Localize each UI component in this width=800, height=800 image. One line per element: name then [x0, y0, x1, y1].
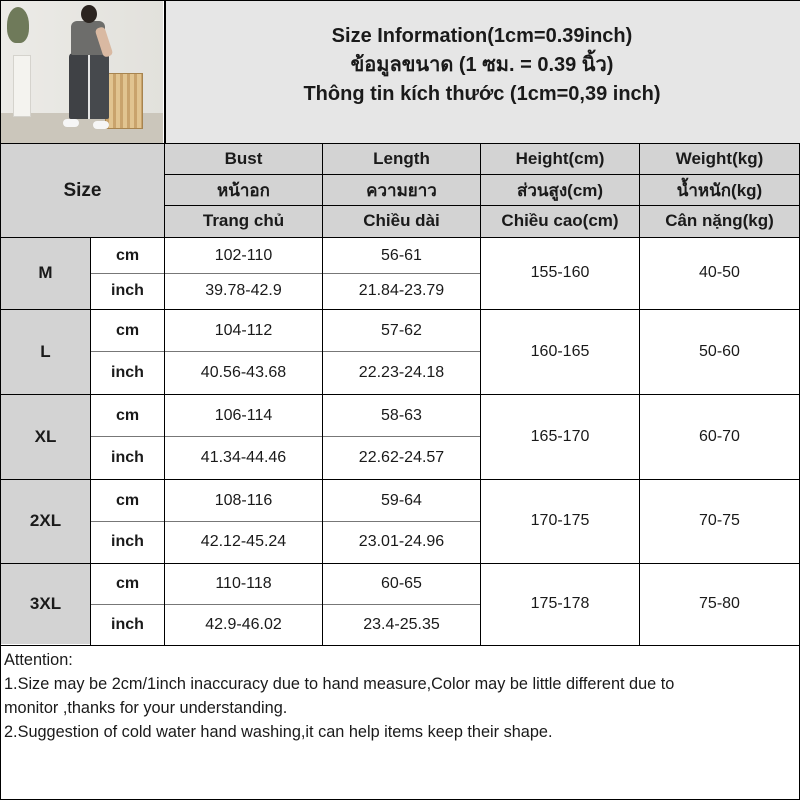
grid-line	[91, 351, 481, 352]
height-3xl: 175-178	[530, 595, 590, 612]
size-header-label: Size	[63, 179, 102, 201]
grid-line	[639, 143, 640, 646]
length-inch-m: 21.84-23.79	[358, 282, 445, 299]
height-header-th: ส่วนสูง(cm)	[516, 180, 604, 200]
grid-line	[0, 237, 800, 238]
grid-line	[0, 479, 800, 480]
attention-notes	[4, 648, 794, 744]
grid-line	[165, 174, 799, 175]
unit-cm: cm	[115, 246, 140, 264]
title-vietnamese: Thông tin kích thước (1cm=0,39 inch)	[303, 83, 661, 105]
unit-inch: inch	[111, 363, 144, 381]
unit-inch: inch	[111, 282, 144, 299]
grid-line	[90, 237, 91, 646]
bust-header-vi: Trang chủ	[202, 211, 285, 230]
size-label-l: L	[40, 341, 51, 361]
grid-line	[164, 0, 165, 646]
bust-cm-2xl: 108-116	[214, 491, 273, 509]
size-label-xl: XL	[34, 426, 57, 446]
bust-cm-m: 102-110	[214, 246, 273, 264]
weight-m: 40-50	[699, 264, 740, 281]
grid-line	[91, 436, 481, 437]
unit-inch: inch	[111, 448, 144, 466]
bust-cm-l: 104-112	[214, 321, 273, 339]
length-header-en: Length	[373, 149, 430, 168]
height-xl: 165-170	[530, 427, 590, 445]
grid-line	[0, 143, 800, 144]
grid-line	[0, 645, 800, 646]
attention-title: Attention:	[4, 651, 73, 669]
grid-line	[0, 309, 800, 310]
bust-header-th: หน้าอก	[217, 180, 270, 200]
height-2xl: 170-175	[530, 512, 590, 529]
bust-cm-xl: 106-114	[214, 406, 273, 424]
unit-cm: cm	[115, 575, 140, 592]
attention-note-2: 2.Suggestion of cold water hand washing,it can help items keep their shape.	[4, 723, 553, 741]
bust-inch-xl: 41.34-44.46	[200, 448, 287, 466]
weight-header-th: น้ำหนัก(kg)	[676, 180, 763, 200]
size-information-title	[165, 22, 799, 109]
weight-l: 50-60	[699, 342, 740, 360]
size-header-cell	[1, 144, 164, 237]
bust-header-en: Bust	[224, 149, 263, 168]
title-thai: ข้อมูลขนาด (1 ซม. = 0.39 นิ้ว)	[350, 54, 614, 76]
size-label-3xl: 3XL	[29, 594, 62, 613]
weight-xl: 60-70	[699, 427, 740, 445]
grid-line	[480, 143, 481, 646]
bust-inch-l: 40.56-43.68	[200, 363, 287, 381]
length-cm-m: 56-61	[381, 246, 422, 264]
length-inch-2xl: 23.01-24.96	[358, 533, 445, 550]
unit-cm: cm	[115, 321, 140, 339]
unit-inch: inch	[111, 615, 144, 633]
height-header-en: Height(cm)	[515, 149, 605, 168]
length-inch-l: 22.23-24.18	[358, 363, 445, 381]
bust-inch-2xl: 42.12-45.24	[200, 533, 287, 550]
grid-line	[322, 143, 323, 646]
grid-line	[91, 273, 481, 274]
unit-cm: cm	[115, 491, 140, 509]
length-inch-3xl: 23.4-25.35	[363, 615, 440, 633]
length-inch-xl: 22.62-24.57	[358, 448, 445, 466]
length-cm-2xl: 59-64	[381, 491, 422, 509]
unit-inch: inch	[111, 533, 144, 550]
size-label-m: M	[38, 263, 53, 282]
weight-2xl: 70-75	[699, 512, 740, 529]
attention-note-1-continued: monitor ,thanks for your understanding.	[4, 699, 288, 717]
length-cm-l: 57-62	[381, 321, 422, 339]
unit-cm: cm	[115, 406, 140, 424]
attention-note-1: 1.Size may be 2cm/1inch inaccuracy due to hand measure,Color may be little different due to	[4, 675, 675, 693]
length-header-th: ความยาว	[366, 180, 437, 200]
grid-line	[0, 563, 800, 564]
weight-3xl: 75-80	[699, 595, 740, 612]
grid-line	[0, 394, 800, 395]
bust-cm-3xl: 110-118	[215, 575, 272, 592]
length-header-vi: Chiều dài	[363, 211, 440, 230]
title-english: Size Information(1cm=0.39inch)	[331, 25, 633, 47]
weight-header-en: Weight(kg)	[675, 149, 764, 168]
weight-header-vi: Cân nặng(kg)	[665, 211, 774, 230]
grid-line	[165, 205, 799, 206]
size-label-2xl: 2XL	[29, 511, 62, 530]
product-photo	[1, 1, 163, 143]
length-cm-xl: 58-63	[381, 406, 422, 424]
length-cm-3xl: 60-65	[381, 575, 422, 592]
height-l: 160-165	[530, 342, 590, 360]
height-header-vi: Chiều cao(cm)	[501, 211, 619, 230]
bust-inch-3xl: 42.9-46.02	[205, 615, 282, 633]
bust-inch-m: 39.78-42.9	[205, 282, 282, 299]
grid-line	[91, 521, 481, 522]
grid-line	[91, 604, 481, 605]
height-m: 155-160	[530, 264, 590, 281]
